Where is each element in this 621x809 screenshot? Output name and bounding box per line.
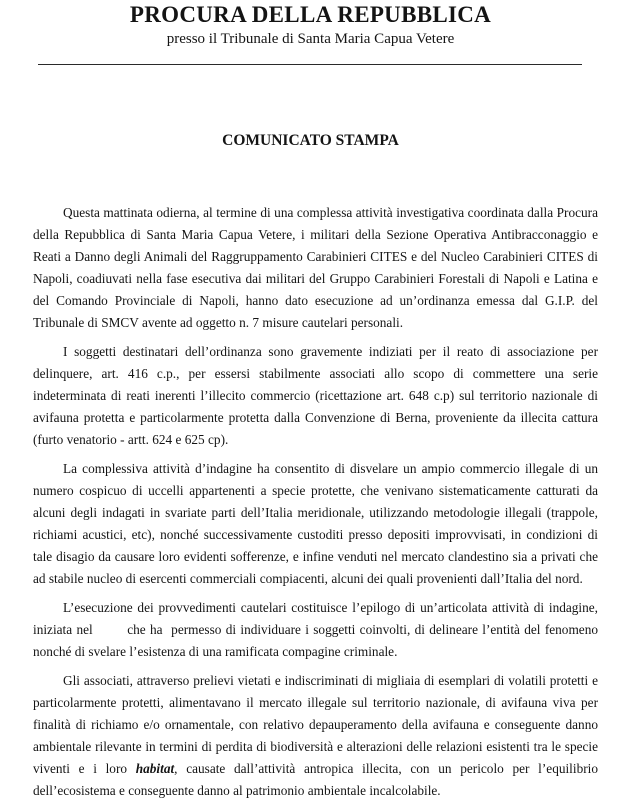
paragraph-2: I soggetti destinatari dell’ordinanza sono gravemente indiziati per il reato di associazione per delinquere, art. 416 c.p., per essersi stabilmente associati allo scopo di commettere una serie indeterminata di reati inerenti l’illecito commercio (ricettazione art. 648 c.p) sul territorio nazionale di avifauna protetta e particolarmente protetta dalla Convenzione di Berna, proveniente da illecita cattura (furto venatorio - artt. 624 e 625 cp). — [33, 344, 598, 447]
paragraph-5-text-before: Gli associati, attraverso prelievi vietati e indiscriminati di migliaia di esemplari di volatili protetti e particolarmente protetti, alimentavano il mercato illegale sul territorio nazionale, di avifauna viva per finalità di richiamo e/o ornamentale, con relativo depauperamento della avifauna e conseguente danno ambientale rilevante in termini di perdita di biodiversità e alterazioni delle relazioni esistenti tra le specie viventi e i loro — [33, 673, 598, 776]
header-divider — [38, 64, 582, 65]
paragraph-5-text-after: , causate dall’attività antropica illecita, con un pericolo per l’equilibrio dell’ecosistema e conseguente danno al patrimonio ambientale incalcolabile. — [33, 761, 598, 798]
document-body — [33, 202, 602, 809]
paragraph-5-emphasis: habitat — [135, 761, 175, 776]
document-title: COMUNICATO STAMPA — [222, 132, 399, 149]
paragraph-3: La complessiva attività d’indagine ha consentito di disvelare un ampio commercio illegale di un numero cospicuo di uccelli appartenenti a specie protette, che venivano sistematicamente catturati da alcuni degli indagati in svariate parti dell’Italia meridionale, utilizzando metodologie illegali (trappole, richiami acustici, etc), nonché successivamente custoditi presso depositi improvvisati, in condizioni di tale disagio da causare loro evidenti sofferenze, e infine venduti nel mercato clandestino sia a privati che ad stabile nucleo di esercenti commerciali compiacenti, alcuni dei quali provenienti dall’Italia del nord. — [33, 461, 598, 586]
paragraph-1: Questa mattinata odierna, al termine di una complessa attività investigativa coordinata dalla Procura della Repubblica di Santa Maria Capua Vetere, i militari della Sezione Operativa Antibracconaggio e Reati a Danno degli Animali del Raggruppamento Carabinieri CITES e del Nucleo Carabinieri CITES di Napoli, coadiuvati nella fase esecutiva dai militari del Gruppo Carabinieri Forestali di Napoli e Latina e del Comando Provinciale di Napoli, hanno dato esecuzione ad un’ordinanza emessa dal G.I.P. del Tribunale di SMCV avente ad oggetto n. 7 misure cautelari personali. — [33, 205, 598, 330]
header-subtitle: presso il Tribunale di Santa Maria Capua Vetere — [166, 31, 455, 47]
paragraph-4: L’esecuzione dei provvedimenti cautelari costituisce l’epilogo di un’articolata attività di indagine, iniziata nel che ha permesso di individuare i soggetti coinvolti, di delineare l’entità del fenomeno nonché di svelare l’esistenza di una ramificata compagine criminale. — [33, 600, 602, 659]
header-title: PROCURA DELLA REPUBBLICA — [129, 2, 492, 27]
paragraph-5 — [33, 670, 598, 802]
